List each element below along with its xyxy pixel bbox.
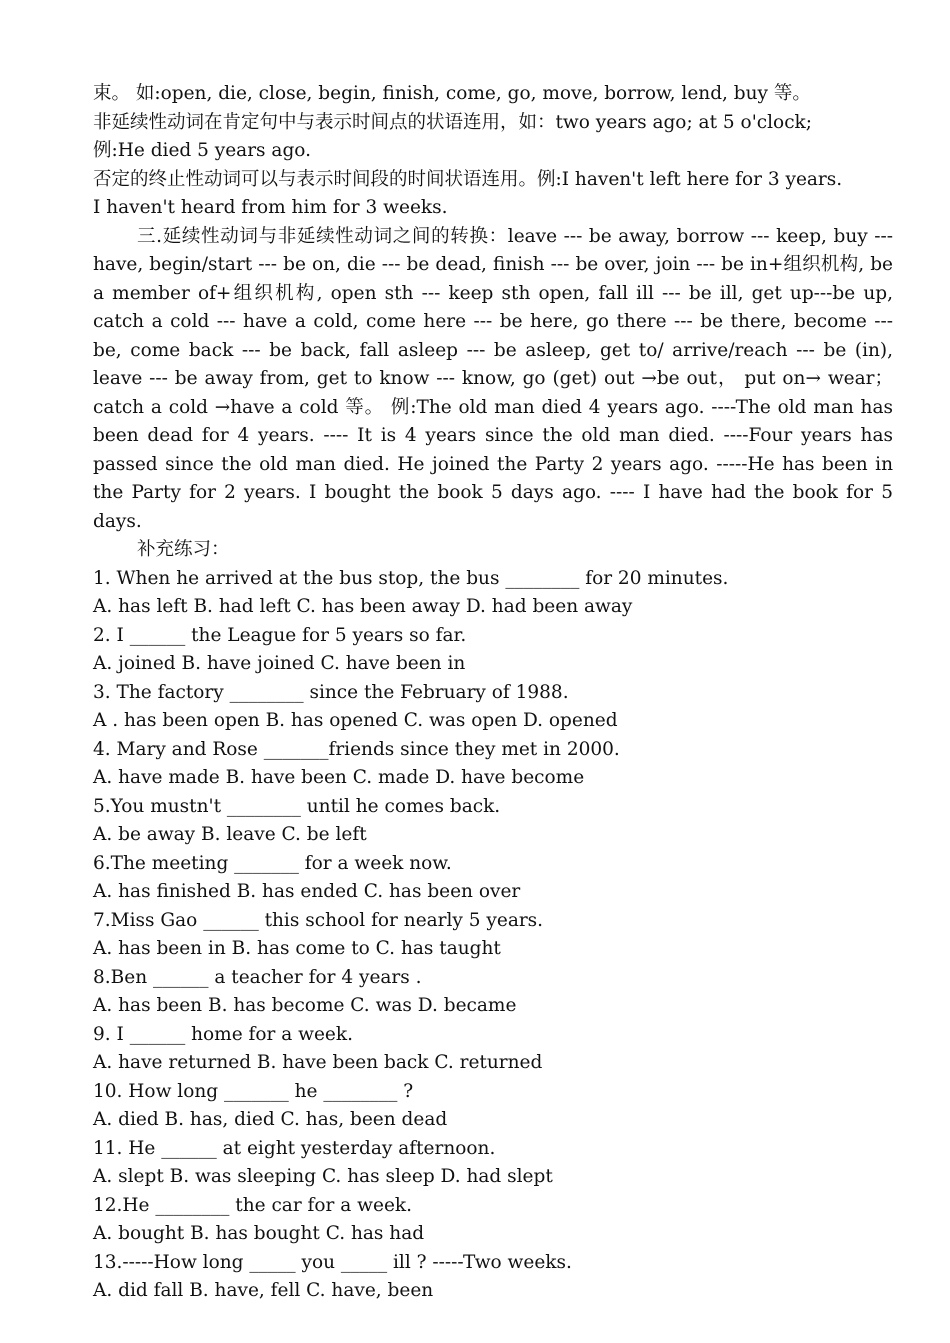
question-6-options: A. has finished B. has ended C. has been over <box>93 881 521 902</box>
question-10-options: A. died B. has, died C. has, been dead <box>93 1109 448 1130</box>
question-13-options: A. did fall B. have, fell C. have, been <box>93 1280 434 1301</box>
question-list <box>93 565 893 1306</box>
intro-line-5: I haven't heard from him for 3 weeks. <box>93 197 448 218</box>
question-3: 3. The factory ________ since the February of 1988. <box>93 681 569 703</box>
intro-line-2: 非延续性动词在肯定句中与表示时间点的状语连用，如：two years ago; at 5 o'clock; <box>93 111 813 133</box>
question-9-options: A. have returned B. have been back C. returned <box>93 1052 543 1073</box>
question-4: 4. Mary and Rose _______friends since they met in 2000. <box>93 738 620 760</box>
intro-line-4: 否定的终止性动词可以与表示时间段的时间状语连用。例:I haven't left here for 3 years. <box>93 168 843 190</box>
intro-line-1: 束。 如:open, die, close, begin, finish, come, go, move, borrow, lend, buy 等。 <box>93 83 811 104</box>
question-7: 7.Miss Gao ______ this school for nearly 5 years. <box>93 909 544 931</box>
intro-line-3: 例:He died 5 years ago. <box>93 140 311 161</box>
question-5-options: A. be away B. leave C. be left <box>93 824 367 845</box>
question-9: 9. I ______ home for a week. <box>93 1023 353 1045</box>
question-1: 1. When he arrived at the bus stop, the bus ________ for 20 minutes. <box>93 567 729 589</box>
question-8-options: A. has been B. has become C. was D. became <box>93 995 517 1016</box>
question-12: 12.He ________ the car for a week. <box>93 1194 412 1216</box>
question-8: 8.Ben ______ a teacher for 4 years . <box>93 966 422 988</box>
question-2-options: A. joined B. have joined C. have been in <box>93 653 466 674</box>
question-5: 5.You mustn't ________ until he comes back. <box>93 795 501 817</box>
question-11: 11. He ______ at eight yesterday afternoon. <box>93 1137 496 1159</box>
question-6: 6.The meeting _______ for a week now. <box>93 852 452 874</box>
exercise-heading: 补充练习： <box>137 539 230 560</box>
section-3-paragraph: 三.延续性动词与非延续性动词之间的转换：leave --- be away, borrow --- keep, buy --- have, begin/start --- be on, die --- be dead, finish --- be over, join --- be in+组织机构, be a member of+组织机构, open sth --- keep sth open, fall ill --- be ill, get up---be up, catch a cold --- have a cold, come here --- be here, go there --- be there, become --- be, come back --- be back, fall asleep --- be asleep, get to/ arrive/reach --- be (in), leave --- be away from, get to know --- know, go (get) out →be out， put on→ wear；catch a cold →have a cold 等。 例:The old man died 4 years ago. ----The old man has been dead for 4 years. ---- It is 4 years since the old man died. ----Four years has passed since the old man died. He joined the Party 2 years ago. -----He has been in the Party for 2 years. I bought the book 5 days ago. ---- I have had the book for 5 days. <box>93 225 893 532</box>
question-2: 2. I ______ the League for 5 years so far. <box>93 624 467 646</box>
question-12-options: A. bought B. has bought C. has had <box>93 1223 425 1244</box>
question-3-options: A . has been open B. has opened C. was open D. opened <box>93 710 618 731</box>
question-11-options: A. slept B. was sleeping C. has sleep D. had slept <box>93 1166 553 1187</box>
question-13: 13.-----How long _____ you _____ ill ? -----Two weeks. <box>93 1251 572 1273</box>
question-1-options: A. has left B. had left C. has been away D. had been away <box>93 596 633 617</box>
document-page <box>93 80 893 1306</box>
question-10: 10. How long _______ he ________ ? <box>93 1080 414 1102</box>
question-4-options: A. have made B. have been C. made D. have become <box>93 767 585 788</box>
question-7-options: A. has been in B. has come to C. has taught <box>93 938 501 959</box>
